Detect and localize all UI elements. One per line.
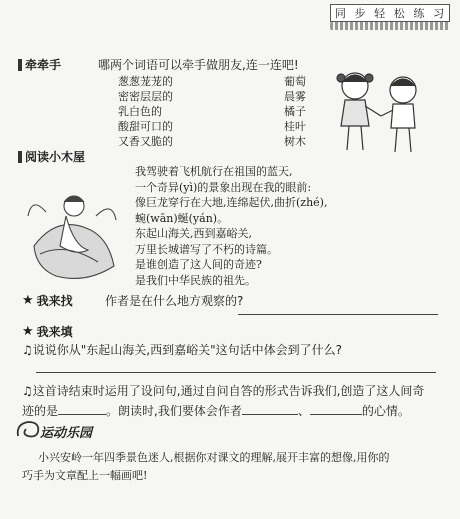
poem-line: 是谁创造了这人间的奇迹? xyxy=(135,258,262,271)
question-find-text: 作者是在什么地方观察的? xyxy=(105,294,244,308)
blank-field-feeling-1[interactable] xyxy=(242,402,298,415)
question-rhetorical xyxy=(22,381,454,421)
section-marker-icon xyxy=(18,59,22,71)
section-title-reading: 阅读小木屋 xyxy=(18,148,85,165)
header-char: 轻 xyxy=(374,7,387,20)
match-right-item[interactable]: 葡萄 xyxy=(284,75,306,88)
poem-line: 我驾驶着飞机航行在祖国的蓝天, xyxy=(135,165,293,178)
header-char: 步 xyxy=(354,7,367,20)
section-marker-icon xyxy=(18,151,22,163)
blank-field-feeling-2[interactable] xyxy=(310,402,362,415)
match-right-item[interactable]: 桂叶 xyxy=(284,120,306,133)
children-illustration xyxy=(325,64,440,159)
header-char: 习 xyxy=(433,7,446,20)
header-decoration xyxy=(330,22,450,30)
match-left-item[interactable]: 又香又脆的 xyxy=(118,135,173,148)
fairy-illustration xyxy=(26,176,118,286)
match-right-column xyxy=(284,74,306,149)
blank-field-creator[interactable] xyxy=(58,402,106,415)
star-icon: ★ xyxy=(22,324,34,339)
poem xyxy=(135,164,327,288)
activity-instruction xyxy=(22,449,454,485)
poem-line: 东起山海关,西到嘉峪关, xyxy=(135,227,252,240)
poem-line: 像巨龙穿行在大地,连绵起伏,曲折(zhé), xyxy=(135,196,328,209)
match-right-item[interactable]: 树木 xyxy=(284,135,306,148)
match-prompt: 哪两个词语可以牵手做朋友,连一连吧! xyxy=(98,58,299,72)
question-rhetorical-line2: 迹的是 。朗读时,我们要体会作者 、 的心情。 xyxy=(22,404,410,418)
match-left-item[interactable]: 乳白色的 xyxy=(118,105,162,118)
question-title-find: ★ 我来找 xyxy=(22,293,73,308)
answer-line-find[interactable] xyxy=(238,314,438,315)
match-left-item[interactable]: 酸甜可口的 xyxy=(118,120,173,133)
header-char: 松 xyxy=(393,7,406,20)
header-char: 练 xyxy=(413,7,426,20)
poem-line: 万里长城谱写了不朽的诗篇。 xyxy=(135,242,278,256)
activity-instruction-line2: 巧手为文章配上一幅画吧! xyxy=(22,469,148,482)
question-title-fill: ★ 我来填 xyxy=(22,324,73,339)
poem-line: 蜿(wān)蜒(yán)。 xyxy=(135,211,229,225)
header-title-box xyxy=(330,4,450,22)
match-left-column xyxy=(118,74,173,149)
poem-line: 一个奇异(yì)的景象出现在我的眼前: xyxy=(135,180,312,194)
activity-instruction-line1: 小兴安岭一年四季景色迷人,根据你对课文的理解,展开丰富的想像,用你的 xyxy=(38,451,390,464)
section-title-activity: 运动乐园 xyxy=(40,426,93,441)
header-char: 同 xyxy=(334,7,347,20)
poem-line: 是我们中华民族的祖先。 xyxy=(135,273,256,287)
match-right-item[interactable]: 橘子 xyxy=(284,105,306,118)
question-fill-text: ♫说说你从"东起山海关,西到嘉峪关"这句话中体会到了什么? xyxy=(22,343,342,357)
match-right-item[interactable]: 晨雾 xyxy=(284,90,306,103)
match-left-item[interactable]: 葱葱茏茏的 xyxy=(118,75,173,88)
answer-line-fill[interactable] xyxy=(36,372,436,373)
question-rhetorical-line1: ♫这首诗结束时运用了设问句,通过自问自答的形式告诉我们,创造了这人间奇 xyxy=(22,384,425,398)
section-title-match: 牵牵手 xyxy=(18,56,61,73)
match-left-item[interactable]: 密密层层的 xyxy=(118,90,173,103)
star-icon: ★ xyxy=(22,293,34,308)
